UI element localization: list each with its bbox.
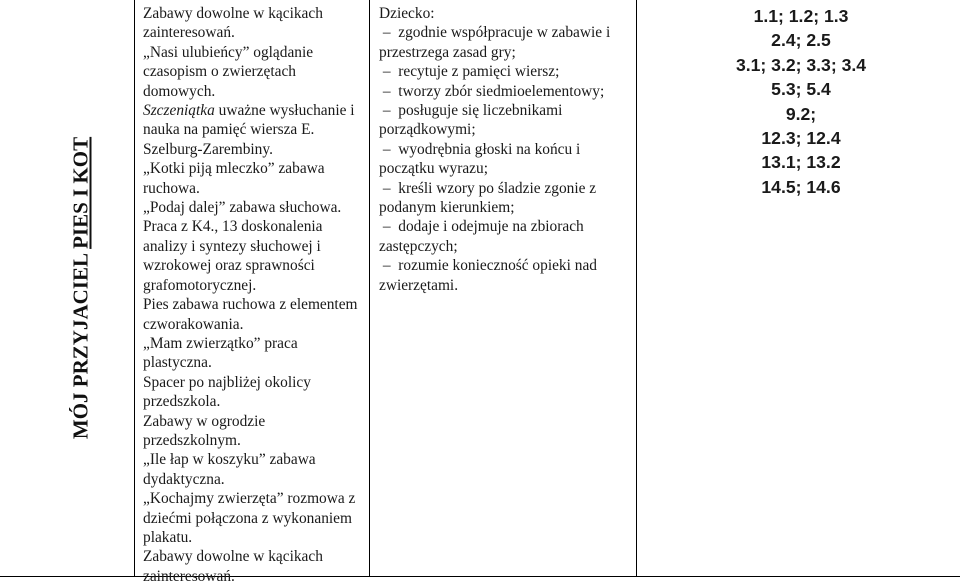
- goal-text: dodaje i odejmuje na zbiorach zastępczych;: [379, 218, 584, 255]
- theme-title: [69, 137, 94, 439]
- column-divider: [369, 0, 370, 577]
- activity-item: Zabawy dowolne w kącikach zainteresowań.: [143, 5, 323, 42]
- activity-item: Pies zabawa ruchowa z elementem czworakowania.: [143, 296, 358, 333]
- column-divider: [636, 0, 637, 577]
- goal-text: rozumie konieczność opieki nad zwierzętami.: [379, 257, 597, 294]
- activity-item: [143, 101, 365, 159]
- activity-item: „Mam zwierzątko” praca plastyczna.: [143, 334, 298, 372]
- reference-line: 3.1; 3.2; 3.3; 3.4: [735, 54, 867, 75]
- goal-text: posługuje się liczebnikami porządkowymi;: [379, 102, 563, 139]
- activity-item: Zabawy dowolne w kącikach zainteresowań.: [143, 548, 323, 585]
- activity-item: „Podaj dalej” zabawa słuchowa.: [143, 199, 342, 217]
- activity-item-title: Szczeniątka: [143, 102, 215, 120]
- goal-text: wyodrębnia głoski na końcu i początku wyrazu;: [379, 140, 581, 178]
- goal-item: – recytuje z pamięci wiersz;: [379, 63, 560, 81]
- activity-item: Praca z K4., 13 doskonalenia analizy i syntezy słuchowej i wzrokowej oraz sprawności grafomotorycznej.: [143, 218, 323, 294]
- reference-line: 5.3; 5.4: [771, 79, 831, 100]
- goal-text: zgodnie współpracuje w zabawie i przestrzega zasad gry;: [379, 24, 611, 61]
- reference-line: 1.1; 1.2; 1.3: [753, 6, 849, 26]
- reference-line: 9.2;: [785, 103, 817, 124]
- reference-line: 12.3; 12.4: [761, 128, 841, 149]
- goal-item: – dodaje i odejmuje na zbiorach zastępczych;: [379, 218, 584, 255]
- activity-item-desc: uważne wysłuchanie i nauka na pamięć wiersza E. Szelburg-Zarembiny.: [143, 102, 355, 158]
- activity-item: „Kotki piją mleczko” zabawa ruchowa.: [143, 160, 325, 197]
- theme-title-underlined: PIES I KOT: [68, 136, 93, 249]
- goal-item: – zgodnie współpracuje w zabawie i przestrzega zasad gry;: [379, 24, 611, 61]
- theme-cell: [0, 0, 134, 577]
- activities-cell: [143, 4, 365, 586]
- reference-line: 13.1; 13.2: [761, 152, 841, 173]
- goal-item: – rozumie konieczność opieki nad zwierzętami.: [379, 257, 597, 294]
- goal-item: – wyodrębnia głoski na końcu i początku wyrazu;: [379, 140, 581, 178]
- activity-item: „Nasi ulubieńcy” oglądanie czasopism o zwierzętach domowych.: [143, 43, 314, 100]
- activity-item: „Kochajmy zwierzęta” rozmowa z dziećmi połączona z wykonaniem plakatu.: [143, 490, 356, 546]
- references-cell: [642, 4, 960, 199]
- reference-line: 14.5; 14.6: [761, 176, 841, 197]
- goal-item: – tworzy zbór siedmioelementowy;: [379, 82, 605, 100]
- activity-item: Spacer po najbliżej okolicy przedszkola.: [143, 373, 311, 411]
- activity-item: „Ile łap w koszyku” zabawa dydaktyczna.: [143, 451, 316, 488]
- goal-item: – kreśli wzory po śladzie zgonie z podanym kierunkiem;: [379, 179, 597, 217]
- reference-line: 2.4; 2.5: [771, 30, 831, 51]
- goals-heading: Dziecko:: [379, 5, 435, 22]
- goal-item: – posługuje się liczebnikami porządkowymi;: [379, 102, 563, 139]
- goal-text: tworzy zbór siedmioelementowy;: [398, 82, 605, 100]
- goal-text: recytuje z pamięci wiersz;: [398, 63, 560, 81]
- goals-cell: [379, 4, 635, 295]
- activity-item: Zabawy w ogrodzie przedszkolnym.: [143, 412, 266, 449]
- goal-text: kreśli wzory po śladzie zgonie z podanym kierunkiem;: [379, 179, 597, 217]
- column-divider: [134, 0, 135, 577]
- theme-title-prefix: MÓJ PRZYJACIEL: [68, 248, 93, 440]
